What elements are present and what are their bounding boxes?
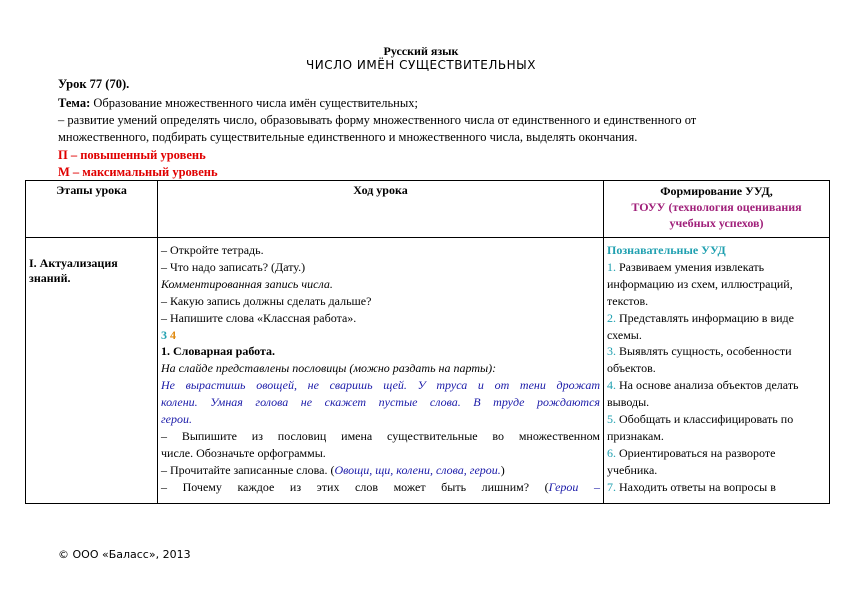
topic-title: ЧИСЛО ИМЁН СУЩЕСТВИТЕЛЬНЫХ	[306, 58, 536, 72]
uud-item-line: учебника.	[607, 462, 658, 477]
uud-item-line	[607, 310, 826, 327]
lesson-number: Урок 77 (70).	[58, 77, 130, 91]
table-header-row	[26, 181, 830, 238]
table-row	[26, 238, 830, 504]
uud-item-text: Обобщать и классифицировать по	[616, 412, 794, 427]
uud-item-line	[607, 445, 826, 462]
uud-item-line: схемы.	[607, 327, 642, 342]
level-p: П – повышенный уровень	[58, 148, 206, 162]
uud-header-line1: Формирование УУД,	[660, 184, 773, 198]
uud-item-line: выводы.	[607, 395, 650, 410]
lesson-table	[25, 180, 830, 504]
uud-item-text: Находить ответы на вопросы в	[616, 479, 776, 494]
uud-item-number: 7.	[607, 479, 616, 494]
uud-item-line	[607, 343, 826, 360]
uud-item-text: Ориентироваться на развороте	[616, 445, 776, 460]
flow-line	[161, 479, 600, 496]
flow-line: – Выпишите из пословиц имена существительные во множественном	[161, 428, 600, 443]
uud-item-line: признакам.	[607, 428, 664, 443]
uud-item-line	[607, 411, 826, 428]
uud-item-text: На основе анализа объектов делать	[616, 378, 799, 393]
uud-item-line	[607, 259, 826, 276]
uud-header-line2: ТОУУ (технология оценивания	[631, 200, 802, 214]
uud-item-line	[607, 479, 826, 496]
flow-line: 1. Словарная работа.	[161, 344, 276, 359]
flow-text: – Прочитайте записанные слова. (	[161, 462, 335, 477]
theme-text: Образование множественного числа имён существительных;	[90, 96, 418, 110]
slide-3: 3	[161, 327, 167, 342]
lesson-theme	[58, 95, 418, 112]
flow-cell	[158, 238, 604, 504]
uud-item-line: объектов.	[607, 361, 656, 376]
flow-line: – Что надо записать? (Дату.)	[161, 259, 306, 274]
flow-line: – Напишите слова «Классная работа».	[161, 310, 357, 325]
flow-line: – Какую запись должны сделать дальше?	[161, 293, 372, 308]
flow-line: числе. Обозначьте орфограммы.	[161, 445, 326, 460]
flow-line	[161, 462, 600, 479]
uud-item-number: 6.	[607, 445, 616, 460]
uud-item-line	[607, 377, 826, 394]
footer-copyright: © ООО «Баласс», 2013	[58, 548, 191, 561]
stage-cell	[26, 238, 158, 504]
flow-text: – Почему каждое из этих слов может быть лишним? (	[161, 479, 549, 494]
theme-label: Тема:	[58, 96, 91, 110]
uud-item-number: 4.	[607, 378, 616, 393]
flow-line: – Откройте тетрадь.	[161, 243, 264, 257]
uud-item-number: 5.	[607, 412, 616, 427]
slide-4: 4	[170, 327, 176, 342]
stage-line2: знаний.	[29, 271, 71, 285]
uud-header-line3: учебных успехов)	[669, 216, 764, 230]
subject-title: Русский язык	[383, 44, 459, 58]
proverb-line: герои.	[161, 412, 193, 427]
uud-item-line: текстов.	[607, 293, 649, 308]
flow-answer: Овощи, щи, колени, слова, герои.	[334, 462, 501, 477]
stage-line1: I. Актуализация	[29, 256, 118, 270]
uud-item-text: Представлять информацию в виде	[616, 310, 794, 325]
col-stages-header: Этапы урока	[26, 181, 158, 238]
lesson-goal-line1: – развитие умений определять число, образовывать форму множественного числа от единственного и единственного от	[58, 113, 697, 127]
lesson-goal-line2: множественного, подбирать существительные единственного и множественного числа, выделять окончания.	[58, 130, 638, 144]
uud-list	[607, 259, 826, 496]
uud-item-line: информацию из схем, иллюстраций,	[607, 276, 793, 291]
flow-text: )	[500, 462, 505, 477]
uud-item-text: Выявлять сущность, особенности	[616, 344, 792, 359]
level-m: М – максимальный уровень	[58, 165, 218, 179]
uud-item-text: Развиваем умения извлекать	[616, 259, 765, 274]
uud-cell	[604, 238, 830, 504]
col-flow-header: Ход урока	[158, 181, 604, 238]
proverb-line: колени. Умная голова не скажет пустые слова. В труде рождаются	[161, 395, 600, 410]
uud-item-number: 3.	[607, 344, 616, 359]
flow-answer: Герои –	[548, 479, 600, 494]
col-uud-header	[604, 181, 830, 238]
flow-line: На слайде представлены пословицы (можно раздать на парты):	[161, 361, 497, 376]
slide-numbers	[161, 327, 600, 344]
uud-item-number: 2.	[607, 310, 616, 325]
proverb-line: Не вырастишь овощей, не сваришь щей. У труса и от тени дрожат	[161, 378, 600, 393]
flow-line: Комментированная запись числа.	[161, 276, 333, 291]
uud-item-number: 1.	[607, 259, 616, 274]
uud-heading: Познавательные УУД	[607, 243, 726, 257]
